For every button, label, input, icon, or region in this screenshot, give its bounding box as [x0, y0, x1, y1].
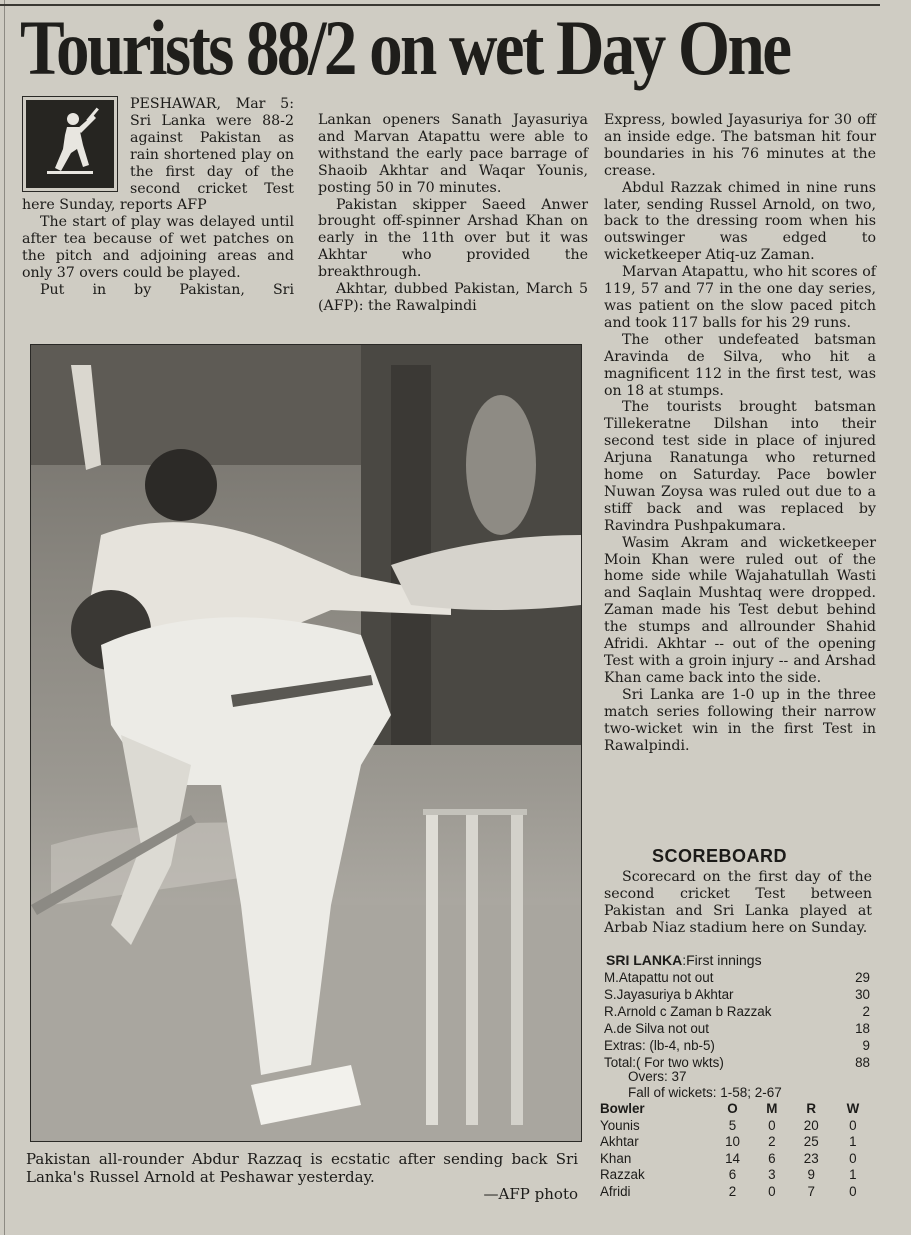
- photo-credit: —AFP photo: [483, 1185, 578, 1203]
- cricket-batsman-icon: [22, 96, 118, 192]
- story-paragraph: Put in by Pakistan, Sri: [40, 281, 294, 298]
- table-header-row: [600, 1101, 872, 1118]
- photo-caption: [26, 1151, 578, 1204]
- batsman-runs: 30: [855, 987, 870, 1002]
- wickets-cell: 0: [849, 1150, 857, 1166]
- caption-text: Pakistan all-rounder Abdur Razzaq is ecstatic after sending back Sri Lanka's Russel Arnold at Peshawar yesterday.: [26, 1150, 578, 1186]
- story-paragraph: Abdul Razzak chimed in nine runs later, sending Russel Arnold, on two, back to the dressing room when his outswinger was edged to wicketkeeper Atiq-uz Zaman.: [604, 179, 876, 264]
- batting-table: [604, 969, 872, 1071]
- overs-cell: 6: [728, 1167, 737, 1183]
- batsman-runs: 29: [855, 970, 870, 985]
- runs-cell: 7: [807, 1183, 815, 1199]
- wickets-cell: 0: [849, 1183, 857, 1199]
- table-row: [604, 969, 872, 986]
- extras-runs: 9: [862, 1038, 870, 1053]
- innings-label: :First innings: [682, 952, 762, 968]
- column-header: M: [766, 1101, 778, 1116]
- bowling-table: [600, 1101, 872, 1201]
- story-paragraph: The tourists brought batsman Tillekeratne Dilshan into their second test side in place of injured Arjuna Ranatunga who returned home on Saturday. Pace bowler Nuwan Zoysa was ruled out due to a stiff back and was replaced by Ravindra Pushpakumara.: [604, 399, 876, 534]
- bowler-name: Younis: [600, 1117, 640, 1133]
- story-column-1: [22, 96, 294, 299]
- table-row: [600, 1134, 872, 1151]
- overs-cell: 2: [728, 1183, 737, 1199]
- column-header: W: [846, 1101, 860, 1116]
- bowler-name: Khan: [600, 1150, 632, 1166]
- story-paragraph: Wasim Akram and wicketkeeper Moin Khan were ruled out of the home side while Wajahatullah Wasti and Saqlain Mushtaq were dropped. Zaman made his Test debut behind the stumps and allrounder Shahid Afridi. Akhtar -- out of the opening Test with a groin injury -- and Arshad Khan came back into the side.: [604, 534, 876, 686]
- runs-cell: 23: [803, 1150, 819, 1166]
- batsman-name: A.de Silva not out: [604, 1021, 709, 1036]
- table-row: [600, 1151, 872, 1168]
- story-paragraph: Express, bowled Jayasuriya for 30 off an inside edge. The batsman hit four boundaries in his 76 minutes at the crease.: [604, 112, 876, 179]
- wickets-cell: 1: [849, 1134, 857, 1150]
- bowler-name: Afridi: [600, 1183, 631, 1199]
- story-paragraph: The other undefeated batsman Aravinda de Silva, who hit a magnificent 112 in the first test, was on 18 at stumps.: [604, 331, 876, 399]
- table-row: [604, 1003, 872, 1020]
- column-header: Bowler: [600, 1101, 645, 1116]
- fall-of-wickets: Fall of wickets: 1-58; 2-67: [628, 1085, 782, 1100]
- table-row: [604, 986, 872, 1003]
- overs-cell: 10: [725, 1134, 740, 1150]
- runs-cell: 9: [807, 1167, 815, 1183]
- maidens-cell: 3: [768, 1167, 776, 1183]
- batsman-name: S.Jayasuriya b Akhtar: [604, 987, 734, 1002]
- innings-heading: [606, 952, 762, 968]
- table-row: [604, 1037, 872, 1054]
- runs-cell: 25: [803, 1134, 819, 1150]
- wickets-cell: 1: [849, 1167, 857, 1183]
- page-edge: [4, 0, 5, 1235]
- table-row: [600, 1184, 872, 1201]
- table-row: [604, 1020, 872, 1037]
- batsman-runs: 18: [855, 1021, 870, 1036]
- team-name: SRI LANKA: [606, 952, 683, 968]
- table-row: [600, 1167, 872, 1184]
- story-paragraph: Pakistan skipper Saeed Anwer brought off-spinner Arshad Khan on early in the 11th over but it was Akhtar who provided the breakthrough.: [318, 196, 588, 281]
- headline: Tourists 88/2 on wet Day One: [20, 4, 790, 91]
- story-paragraph: Lankan openers Sanath Jayasuriya and Marvan Atapattu were able to withstand the early pace barrage of Shaoib Akhtar and Waqar Younis, posting 50 in 70 minutes.: [318, 112, 588, 196]
- bowler-name: Razzak: [600, 1167, 645, 1183]
- overs-cell: 14: [725, 1150, 740, 1166]
- story-paragraph: Marvan Atapattu, who hit scores of 119, 57 and 77 in the one day series, was patient on the slow paced pitch and took 117 balls for his 29 runs.: [604, 264, 876, 331]
- total-runs: 88: [855, 1055, 870, 1070]
- story-paragraph: PESHAWAR, Mar 5: Sri Lanka were 88-2 against Pakistan as rain shortened play on the first day of the second cricket Test here Sunday, reports AFP: [22, 96, 294, 214]
- total-label: Total:( For two wkts): [604, 1055, 724, 1070]
- column-header: R: [806, 1101, 817, 1116]
- bowler-name: Akhtar: [600, 1134, 639, 1150]
- table-row: [600, 1118, 872, 1135]
- story-column-2: [318, 112, 588, 315]
- maidens-cell: 0: [768, 1117, 776, 1133]
- scoreboard-intro: Scorecard on the first day of the second cricket Test between Pakistan and Sri Lanka played at Arbab Niaz stadium here on Sunday.: [604, 869, 872, 936]
- extras-label: Extras: (lb-4, nb-5): [604, 1038, 715, 1053]
- batsman-name: M.Atapattu not out: [604, 970, 714, 985]
- story-paragraph: The start of play was delayed until after tea because of wet patches on the pitch and adjoining areas and only 37 overs could be played.: [22, 214, 294, 282]
- story-column-3: [604, 112, 876, 754]
- maidens-cell: 2: [768, 1134, 776, 1150]
- runs-cell: 20: [803, 1117, 819, 1133]
- batsman-name: R.Arnold c Zaman b Razzak: [604, 1004, 772, 1019]
- wickets-cell: 0: [849, 1117, 857, 1133]
- column-header: O: [727, 1101, 738, 1116]
- scoreboard-title: SCOREBOARD: [652, 846, 788, 866]
- story-paragraph: Sri Lanka are 1-0 up in the three match series following their narrow two-wicket win in the first Test in Rawalpindi.: [604, 686, 876, 754]
- maidens-cell: 6: [768, 1150, 776, 1166]
- news-photo: [30, 344, 582, 1142]
- overs-count: Overs: 37: [628, 1069, 687, 1084]
- maidens-cell: 0: [768, 1183, 776, 1199]
- batsman-runs: 2: [862, 1004, 870, 1019]
- overs-cell: 5: [728, 1117, 737, 1133]
- story-paragraph: Akhtar, dubbed Pakistan, March 5 (AFP): the Rawalpindi: [318, 281, 588, 314]
